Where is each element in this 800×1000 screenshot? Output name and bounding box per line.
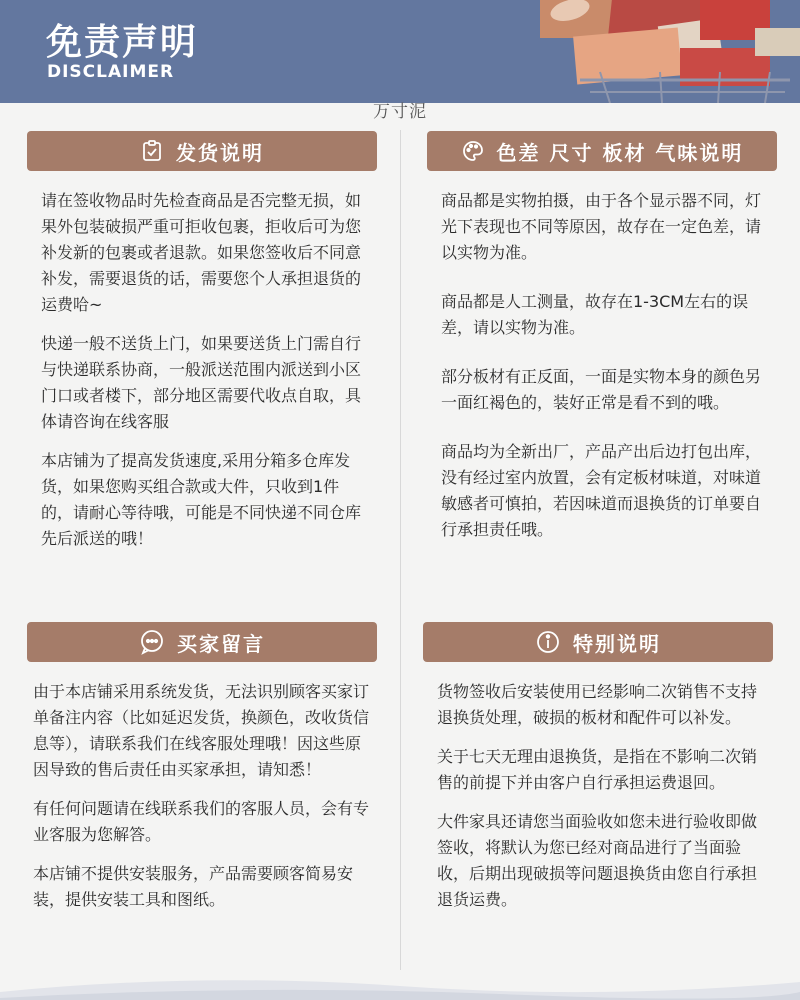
palette-icon <box>461 139 485 163</box>
buyer-message-paragraph: 有任何问题请在线联系我们的客服人员，会有专业客服为您解答。 <box>33 799 370 844</box>
shipping-paragraph: 快递一般不送货上门，如果要送货上门需自行与快递联系协商，一般派送范围内派送到小区门口或者楼下，部分地区需要代收点自取，具体请咨询在线客服 <box>41 334 362 431</box>
info-circle-icon <box>535 629 561 655</box>
special-notes-paragraph: 关于七天无理由退换货，是指在不影响二次销售的前提下并由客户自行承担运费退回。 <box>437 747 758 792</box>
color-size-paragraph: 商品都是实物拍摄，由于各个显示器不同，灯光下表现也不同等原因，故存在一定色差，请以实物为准。 <box>441 191 762 262</box>
color-size-paragraph: 部分板材有正反面，一面是实物本身的颜色另一面红褐色的，装好正常是看不到的哦。 <box>441 367 762 412</box>
special-notes-paragraph: 大件家具还请您当面验收如您未进行验收即做签收，将默认为您已经对商品进行了当面验收，后期出现破损等问题退换货由您自行承担退货运费。 <box>437 812 758 909</box>
special-notes-paragraph: 货物签收后安装使用已经影响二次销售不支持退换货处理，破损的板材和配件可以补发。 <box>437 682 758 727</box>
shipping-paragraph: 本店铺为了提高发货速度,采用分箱多仓库发货，如果您购买组合款或大件，只收到1件的，请耐心等待哦，可能是不同快递不同仓库先后派送的哦！ <box>41 451 362 548</box>
shipping-section-header <box>27 131 377 171</box>
column-divider <box>400 130 401 970</box>
shipping-section-body <box>41 188 371 552</box>
chat-bubble-icon <box>139 629 165 655</box>
color-size-paragraph: 商品均为全新出厂，产品产出后边打包出库，没有经过室内放置，会有定板材味道，对味道敏感者可慎拍，若因味道而退换货的订单要自行承担责任哦。 <box>441 442 762 539</box>
buyer-message-section-title: 买家留言 <box>177 631 265 656</box>
color-size-section-header <box>427 131 777 171</box>
shipping-section-title: 发货说明 <box>176 140 264 165</box>
special-notes-section-title: 特别说明 <box>573 631 661 656</box>
shopping-cart-boxes-illustration <box>500 0 800 103</box>
buyer-message-paragraph: 本店铺不提供安装服务，产品需要顾客简易安装，提供安装工具和图纸。 <box>33 864 354 909</box>
buyer-message-section-body <box>33 679 373 913</box>
special-notes-section-body <box>437 679 762 913</box>
brand-name: 万寸泥 <box>373 102 427 122</box>
banner-subtitle: DISCLAIMER <box>47 62 175 82</box>
disclaimer-banner <box>0 0 800 103</box>
buyer-message-section-header <box>27 622 377 662</box>
decorative-bottom-wave <box>0 970 800 1000</box>
shipping-paragraph: 请在签收物品时先检查商品是否完整无损，如果外包装破损严重可拒收包裹，拒收后可为您补发新的包裹或者退款。如果您签收后不同意补发，需要退货的话，需要您个人承担退货的运费哈~ <box>41 191 362 314</box>
special-notes-section-header <box>423 622 773 662</box>
color-size-paragraph: 商品都是人工测量，故存在1-3CM左右的误差，请以实物为准。 <box>441 292 749 337</box>
color-size-section-body <box>441 188 763 543</box>
buyer-message-paragraph: 由于本店铺采用系统发货，无法识别顾客买家订单备注内容（比如延迟发货，换颜色，改收货信息等），请联系我们在线客服处理哦！因这些原因导致的售后责任由买家承担，请知悉！ <box>33 682 370 779</box>
banner-title: 免责声明 <box>46 22 199 63</box>
clipboard-check-icon <box>140 139 164 163</box>
color-size-section-title: 色差 尺寸 板材 气味说明 <box>496 140 744 165</box>
